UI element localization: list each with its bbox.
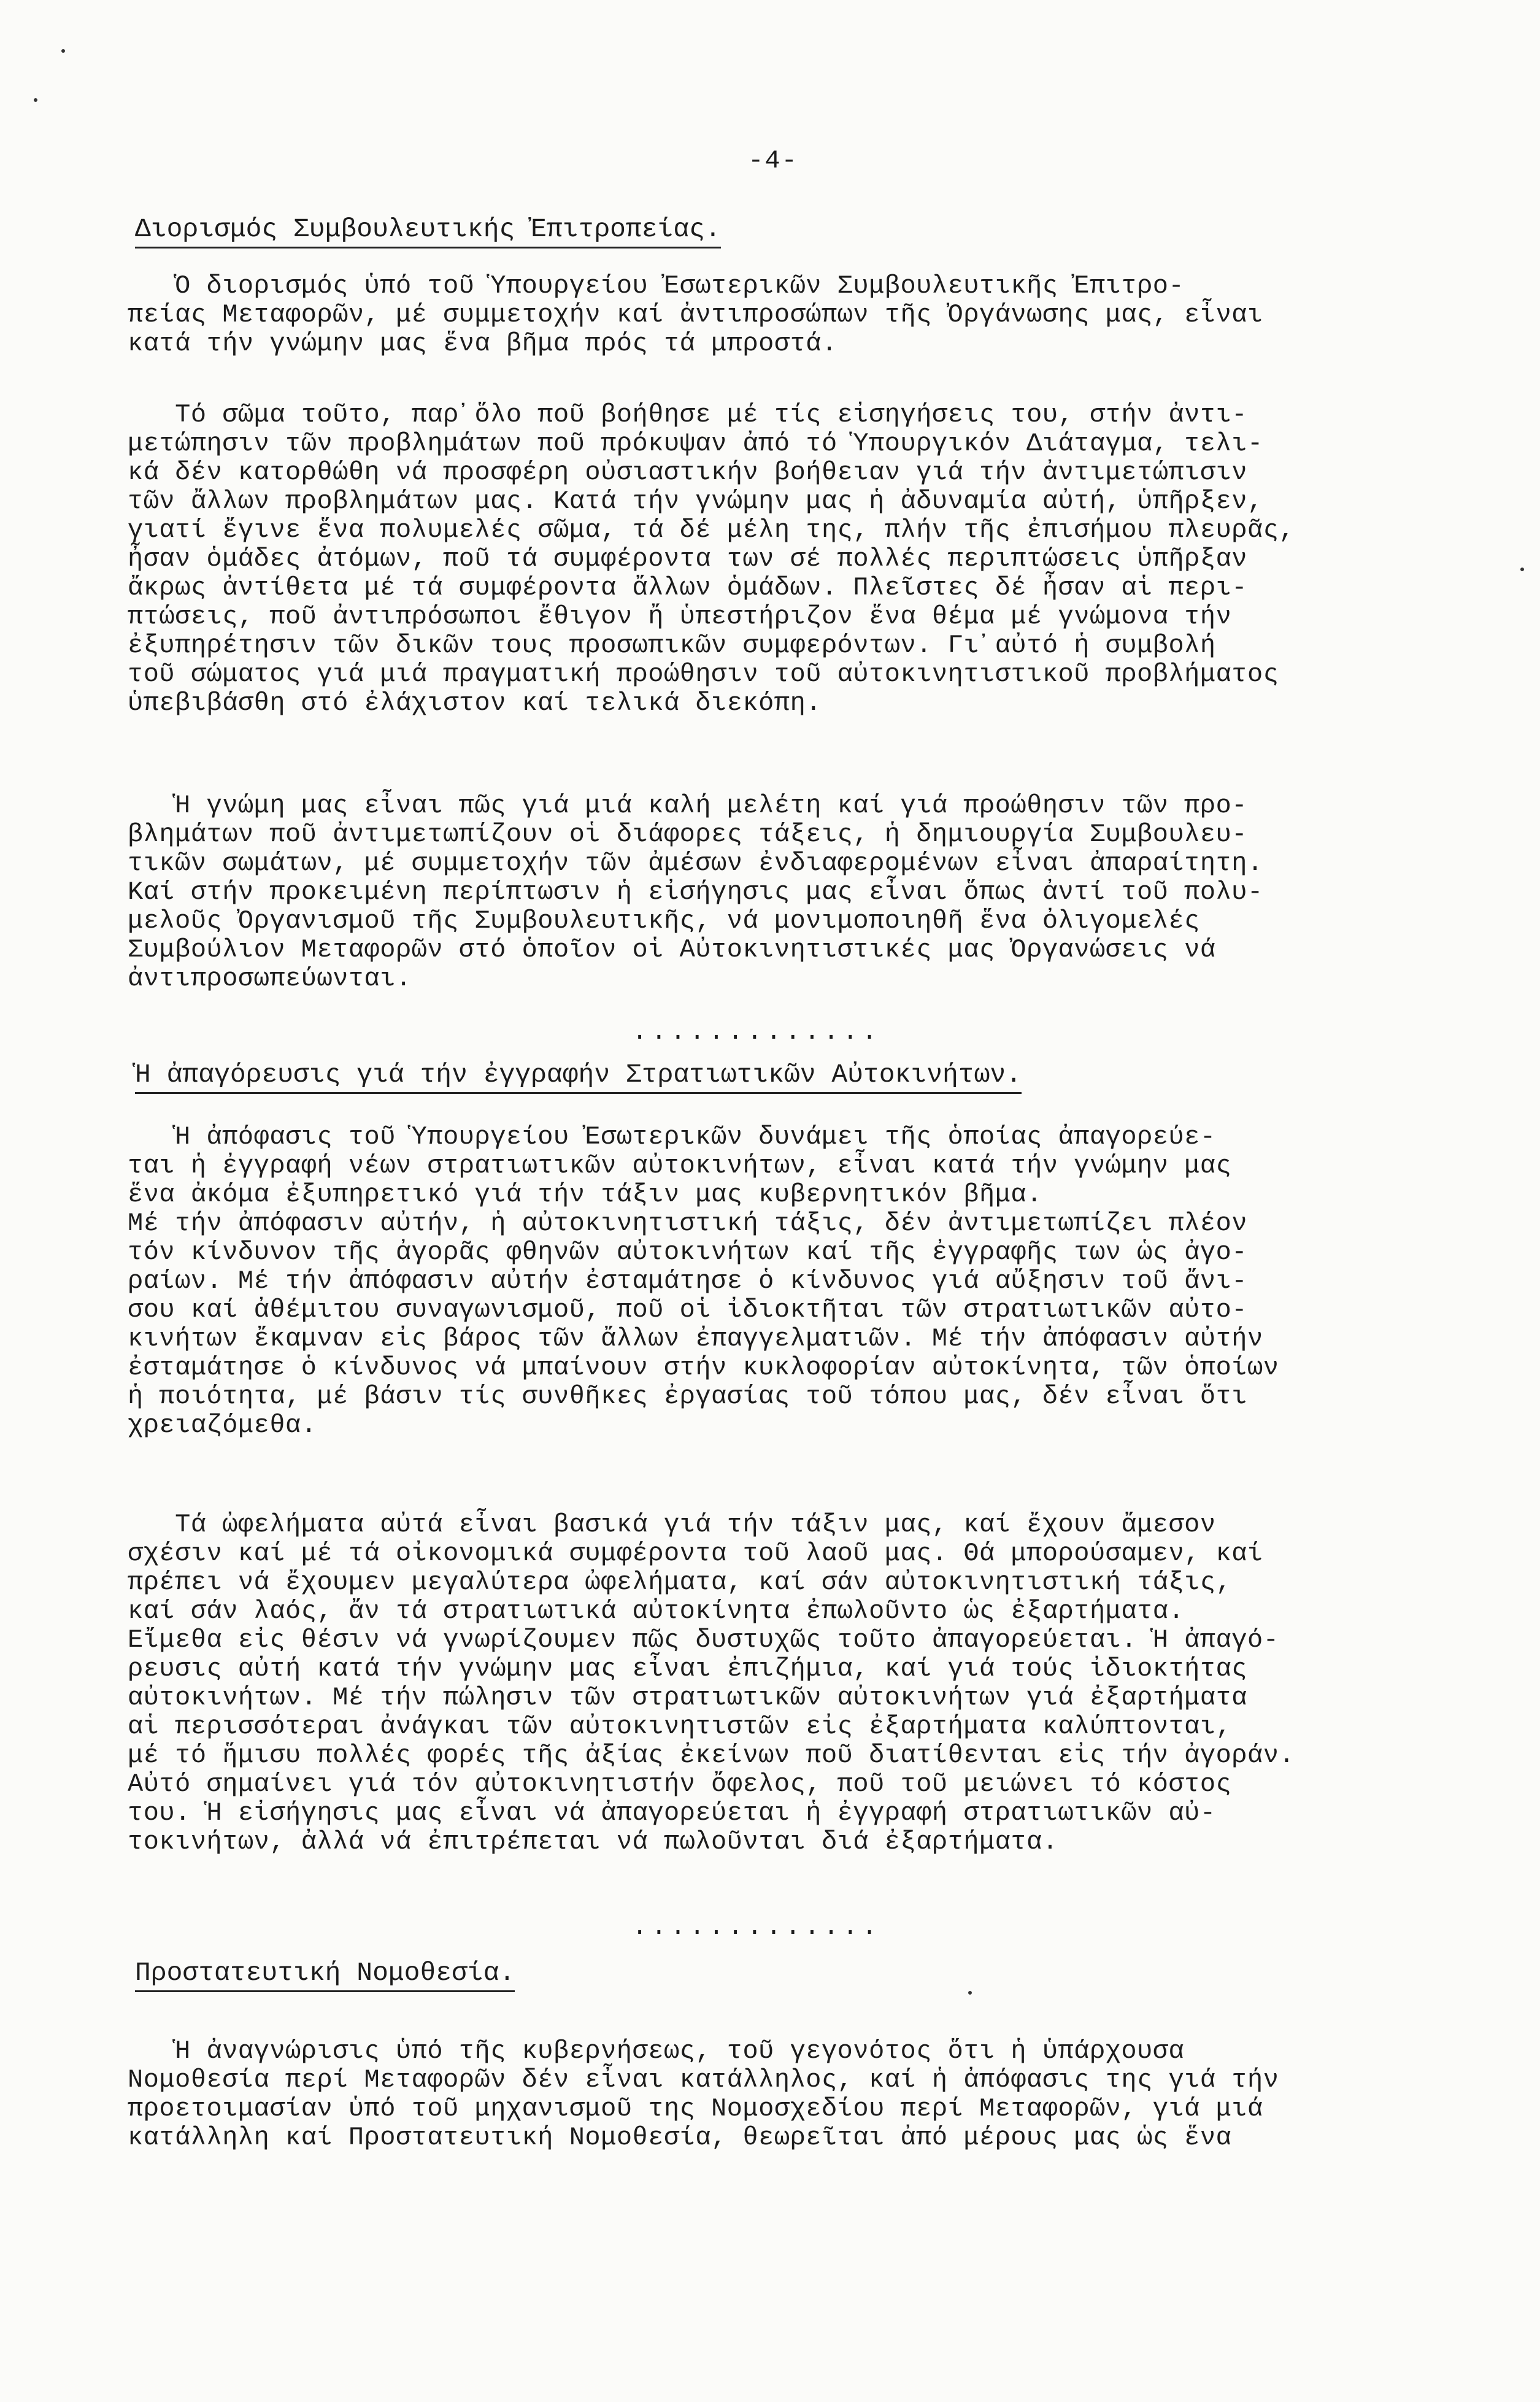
scan-speck	[1520, 568, 1524, 571]
paragraph: Ἡ ἀναγνώρισις ὑπό τῆς κυβερνήσεως, τοῦ γεγονότος ὅτι ἡ ὑπάρχουσα Νομοθεσία περί Μεταφορῶν δέν εἶναι κατάλληλος, καί ἡ ἀπόφασις της γιά τήν προετοιμασίαν ὑπό τοῦ μηχανισμοῦ της Νομοσχεδίου περί Μεταφορῶν, γιά μιά κατάλληλη καί Προστατευτική Νομοθεσία, θεωρεῖται ἀπό μέρους μας ὡς ἕνα	[128, 2036, 1279, 2152]
section-heading-advisory-committee: Διορισμός Συμβουλευτικής Ἐπιτροπείας.	[135, 214, 721, 248]
paragraph: Ἡ γνώμη μας εἶναι πῶς γιά μιά καλή μελέτη καί γιά προώθησιν τῶν προ- βλημάτων ποῦ ἀντιμετωπίζουν οἱ διάφορες τάξεις, ἡ δημιουργία Συμβουλευ- τικῶν σωμάτων, μέ συμμετοχήν τῶν ἀμέσων ἐνδιαφερομένων εἶναι ἀπαραίτητη. Καί στήν προκειμένη περίπτωσιν ἡ εἰσήγησις μας εἶναι ὅπως ἀντί τοῦ πολυ- μελοῦς Ὀργανισμοῦ τῆς Συμβουλευτικῆς, νά μονιμοποιηθῆ ἕνα ὀλιγομελές Συμβούλιον Μεταφορῶν στό ὁποῖον οἱ Αὐτοκινητιστικές μας Ὀργανώσεις νά ἀντιπροσωπεύωνται.	[128, 791, 1263, 993]
scan-speck	[968, 1991, 972, 1995]
section-heading-military-vehicles: Ἡ ἀπαγόρευσις γιά τήν ἐγγραφήν Στρατιωτικῶν Αὐτοκινήτων.	[135, 1059, 1022, 1094]
paragraph: Τό σῶμα τοῦτο, παρ᾽ὅλο ποῦ βοήθησε μέ τίς εἰσηγήσεις του, στήν ἀντι- μετώπησιν τῶν προβλημάτων ποῦ πρόκυψαν ἀπό τό Ὑπουργικόν Διάταγμα, τελι- κά δέν κατορθώθη νά προσφέρη οὐσιαστικήν βοήθειαν γιά τήν ἀντιμετώπισιν τῶν ἄλλων προβλημάτων μας. Κατά τήν γνώμην μας ἡ ἀδυναμία αὐτή, ὑπῆρξεν, γιατί ἔγινε ἕνα πολυμελές σῶμα, τά δέ μέλη της, πλήν τῆς ἐπισήμου πλευρᾶς, ἦσαν ὁμάδες ἀτόμων, ποῦ τά συμφέροντα των σέ πολλές περιπτώσεις ὑπῆρξαν ἄκρως ἀντίθετα μέ τά συμφέροντα ἄλλων ὁμάδων. Πλεῖστες δέ ἦσαν αἱ περι- πτώσεις, ποῦ ἀντιπρόσωποι ἔθιγον ἤ ὑπεστήριζον ἕνα θέμα μέ γνώμονα τήν ἐξυπηρέτησιν τῶν δικῶν τους προσωπικῶν συμφερόντων. Γι᾽αὐτό ἡ συμβολή τοῦ σώματος γιά μιά πραγματική προώθησιν τοῦ αὐτοκινητιστικοῦ προβλήματος ὑπεβιβάσθη στό ἐλάχιστον καί τελικά διεκόπη.	[128, 400, 1295, 718]
page-number: -4-	[748, 146, 798, 175]
scan-speck	[61, 49, 65, 53]
section-separator: .............	[632, 1017, 881, 1047]
section-heading-protective-legislation: Προστατευτική Νομοθεσία.	[135, 1957, 515, 1992]
scan-speck	[34, 98, 37, 102]
paragraph: Τά ὠφελήματα αὐτά εἶναι βασικά γιά τήν τάξιν μας, καί ἔχουν ἄμεσον σχέσιν καί μέ τά οἰκονομικά συμφέροντα τοῦ λαοῦ μας. Θά μπορούσαμεν, καί πρέπει νά ἔχουμεν μεγαλύτερα ὠφελήματα, καί σάν αὐτοκινητιστική τάξις, καί σάν λαός, ἄν τά στρατιωτικά αὐτοκίνητα ἐπωλοῦντο ὡς ἐξαρτήματα. Εἴμεθα εἰς θέσιν νά γνωρίζουμεν πῶς δυστυχῶς τοῦτο ἀπαγορεύεται. Ἡ ἀπαγό- ρευσις αὐτή κατά τήν γνώμην μας εἶναι ἐπιζήμια, καί γιά τούς ἰδιοκτήτας αὐτοκινήτων. Μέ τήν πώλησιν τῶν στρατιωτικῶν αὐτοκινήτων γιά ἐξαρτήματα αἱ περισσότεραι ἀνάγκαι τῶν αὐτοκινητιστῶν εἰς ἐξαρτήματα καλύπτονται, μέ τό ἥμισυ πολλές φορές τῆς ἀξίας ἐκείνων ποῦ διατίθενται εἰς τήν ἀγοράν. Αὐτό σημαίνει γιά τόν αὐτοκινητιστήν ὄφελος, ποῦ τοῦ μειώνει τό κόστος του. Ἡ εἰσήγησις μας εἶναι νά ἀπαγορεύεται ἡ ἐγγραφή στρατιωτικῶν αὐ- τοκινήτων, ἀλλά νά ἐπιτρέπεται νά πωλοῦνται διά ἐξαρτήματα.	[128, 1510, 1295, 1857]
paragraph: Ἡ ἀπόφασις τοῦ Ὑπουργείου Ἐσωτερικῶν δυνάμει τῆς ὁποίας ἀπαγορεύε- ται ἡ ἐγγραφή νέων στρατιωτικῶν αὐτοκινήτων, εἶναι κατά τήν γνώμην μας ἕνα ἀκόμα ἐξυπηρετικό γιά τήν τάξιν μας κυβερνητικόν βῆμα. Μέ τήν ἀπόφασιν αὐτήν, ἡ αὐτοκινητιστική τάξις, δέν ἀντιμετωπίζει πλέον τόν κίνδυνον τῆς ἀγορᾶς φθηνῶν αὐτοκινήτων καί τῆς ἐγγραφῆς των ὡς ἀγο- ραίων. Μέ τήν ἀπόφασιν αὐτήν ἐσταμάτησε ὁ κίνδυνος γιά αὔξησιν τοῦ ἄνι- σου καί ἀθέμιτου συναγωνισμοῦ, ποῦ οἱ ἰδιοκτῆται τῶν στρατιωτικῶν αὐτο- κινήτων ἔκαμναν εἰς βάρος τῶν ἄλλων ἐπαγγελματιῶν. Μέ τήν ἀπόφασιν αὐτήν ἐσταμάτησε ὁ κίνδυνος νά μπαίνουν στήν κυκλοφορίαν αὐτοκίνητα, τῶν ὁποίων ἡ ποιότητα, μέ βάσιν τίς συνθῆκες ἐργασίας τοῦ τόπου μας, δέν εἶναι ὅτι χρειαζόμεθα.	[128, 1122, 1279, 1440]
section-separator: .............	[632, 1912, 881, 1942]
paragraph: Ὁ διορισμός ὑπό τοῦ Ὑπουργείου Ἐσωτερικῶν Συμβουλευτικῆς Ἐπιτρο- πείας Μεταφορῶν, μέ συμμετοχήν καί ἀντιπροσώπων τῆς Ὀργάνωσης μας, εἶναι κατά τήν γνώμην μας ἕνα βῆμα πρός τά μπροστά.	[128, 271, 1263, 358]
